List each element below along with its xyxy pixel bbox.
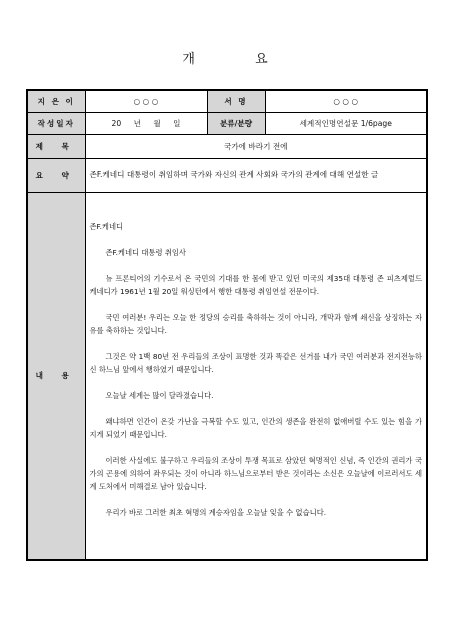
content-paragraph: 왜냐하면 인간이 온갖 가난을 극복할 수도 있고, 인간의 생존을 완전히 없애버릴 수도 있는 힘을 가지게 되었기 때문입니다. — [89, 416, 422, 439]
summary-label: 요 약 — [27, 158, 85, 192]
subject-value: 국가에 바라기 전에 — [85, 134, 427, 158]
content-paragraph: 존F.케네디 — [89, 221, 124, 231]
content-paragraph: 존F.케네디 대통령 취임사 — [105, 247, 186, 257]
book-title-value: ○ ○ ○ — [265, 90, 427, 112]
content-paragraph: 오늘날 세계는 많이 달라졌습니다. — [105, 390, 214, 400]
document-title: 개 요 — [182, 52, 296, 67]
book-title-label: 서 명 — [207, 90, 265, 112]
date-label: 작성일자 — [27, 112, 85, 134]
date-value: 20 년 월 일 — [85, 112, 207, 134]
content-paragraph: 우리가 바로 그러한 최초 혁명의 계승자임을 오늘날 잊을 수 없습니다. — [105, 507, 327, 517]
content-body — [85, 192, 427, 560]
content-paragraph: 뉴 프론티어의 기수로서 온 국민의 기대를 한 몸에 받고 있던 미국의 제35대 대통령 존 피츠제럴드 케네디가 1961년 1월 20일 워싱턴에서 행한 대통령 취임연설 전문이다. — [89, 273, 422, 296]
content-paragraph: 이러한 사실에도 불구하고 우리들의 조상이 투쟁 목표로 삼았던 혁명적인 신념, 즉 인간의 권리가 국가의 곤용에 의하여 좌우되는 것이 아니라 하느님으로부터 받은 것이라는 소신은 오늘날에 이르러서도 세계 도처에서 미해결로 남아 있습니다. — [89, 455, 422, 491]
content-label: 내 용 — [27, 192, 85, 560]
author-value: ○ ○ ○ — [85, 90, 207, 112]
content-paragraph: 국민 여러분! 우리는 오늘 한 정당의 승리를 축하하는 것이 아니라, 개막과 함께 쇄신을 상징하는 자유를 축하하는 것입니다. — [89, 312, 422, 335]
category-value: 세계적인명연설문 1/6page — [265, 112, 427, 134]
summary-form — [26, 89, 428, 561]
author-label: 지 은 이 — [27, 90, 85, 112]
summary-value: 존F.케네디 대통령이 취임하며 국가와 자신의 관계 사회와 국가의 관계에 대해 연설한 글 — [85, 158, 427, 192]
category-label: 분류/분량 — [207, 112, 265, 134]
content-paragraph: 그것은 약 1백 80년 전 우리들의 조상이 표명한 것과 똑같은 선거를 내가 국민 여러분과 전지전능하신 하느님 앞에서 행하였기 때문입니다. — [89, 351, 422, 374]
subject-label: 제 목 — [27, 134, 85, 158]
